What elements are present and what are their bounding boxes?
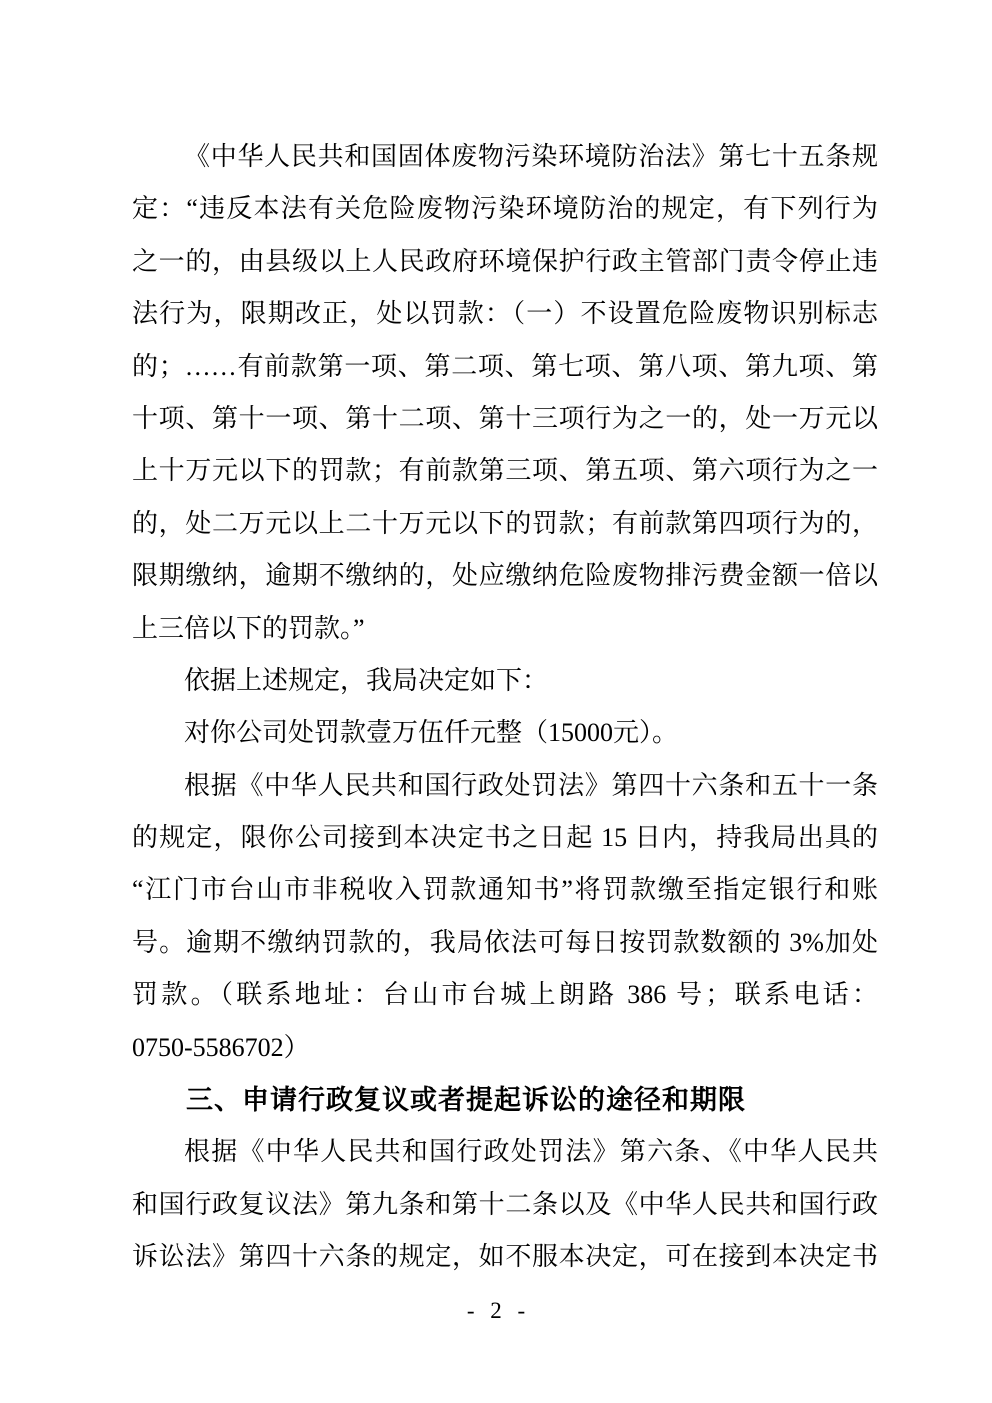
decision-intro-line: 依据上述规定，我局决定如下： (184, 665, 549, 695)
appeal-rights-line: 根据《中华人民共和国行政处罚法》第六条、《中华人民共 (184, 1137, 878, 1167)
section-heading: 三、申请行政复议或者提起诉讼的途径和期限 (186, 1085, 746, 1116)
law-quote-line: 定：“违反本法有关危险废物污染环境防治的规定，有下列行为 (132, 194, 878, 224)
document-body (132, 131, 878, 1284)
payment-instruction-line: 的规定，限你公司接到本决定书之日起 15 日内，持我局出具的 (132, 823, 878, 853)
law-quote-line: 限期缴纳，逾期不缴纳的，处应缴纳危险废物排污费金额一倍以 (132, 561, 878, 591)
law-quote-line: 十项、第十一项、第十二项、第十三项行为之一的，处一万元以 (132, 403, 878, 433)
payment-instruction-line: “江门市台山市非税收入罚款通知书”将罚款缴至指定银行和账 (132, 875, 878, 905)
payment-instruction-line: 根据《中华人民共和国行政处罚法》第四十六条和五十一条 (184, 770, 878, 800)
law-quote-line: 的，处二万元以上二十万元以下的罚款；有前款第四项行为的， (132, 508, 878, 538)
payment-instruction-line: 号。逾期不缴纳罚款的，我局依法可每日按罚款数额的 3%加处 (132, 927, 878, 957)
penalty-amount-line: 对你公司处罚款壹万伍仟元整（15000元）。 (184, 718, 679, 748)
law-quote-line: 法行为，限期改正，处以罚款：（一）不设置危险废物识别标志 (132, 299, 878, 329)
law-quote-line: 的；……有前款第一项、第二项、第七项、第八项、第九项、第 (132, 351, 878, 381)
page-number: - 2 - (466, 1298, 526, 1323)
appeal-rights-line: 诉讼法》第四十六条的规定，如不服本决定，可在接到本决定书 (132, 1242, 878, 1272)
appeal-rights-line: 和国行政复议法》第九条和第十二条以及《中华人民共和国行政 (132, 1189, 878, 1219)
law-quote-line: 上十万元以下的罚款；有前款第三项、第五项、第六项行为之一 (132, 456, 878, 486)
law-citation-line: 《中华人民共和国固体废物污染环境防治法》第七十五条规 (184, 142, 878, 171)
law-quote-line: 上三倍以下的罚款。” (132, 613, 365, 643)
law-quote-line: 之一的，由县级以上人民政府环境保护行政主管部门责令停止违 (132, 246, 878, 276)
contact-info-line: 罚款。（联系地址：台山市台城上朗路 386 号；联系电话： (132, 980, 878, 1010)
contact-phone-line: 0750-5586702） (132, 1032, 310, 1062)
